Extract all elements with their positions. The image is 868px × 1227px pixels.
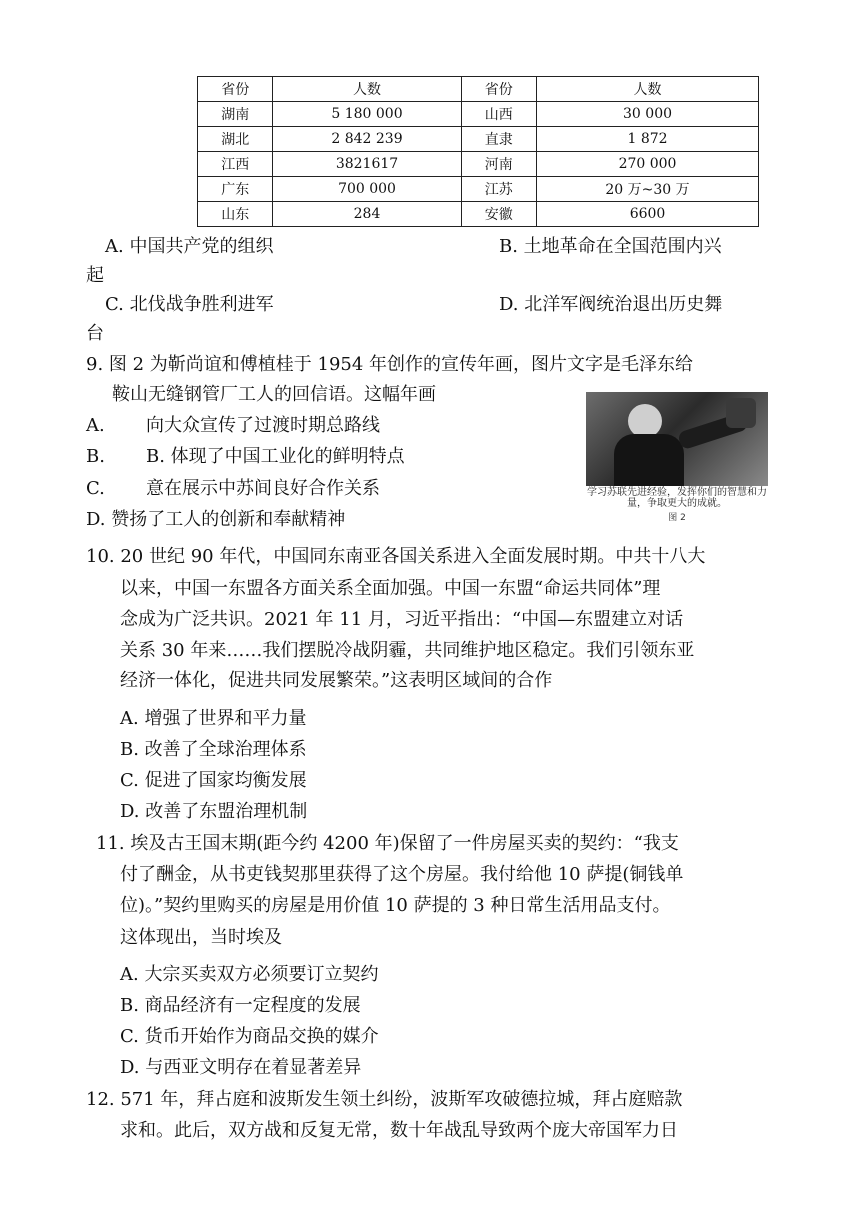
q9-option-c-label: C. [86,478,105,499]
q10-stem-line: 念成为广泛共识。2021 年 11 月，习近平指出：“中国—东盟建立对话 [120,609,684,630]
figure-label: 图 2 [668,513,686,523]
table-header-cell: 人数 [273,77,461,102]
province-data-table [197,76,759,227]
table-header-cell: 省份 [198,77,273,102]
q8-option-d: D. 北洋军阀统治退出历史舞 [499,294,723,315]
q11-stem-line: 这体现出，当时埃及 [120,927,282,948]
q11-option-d: D. 与西亚文明存在着显著差异 [120,1057,362,1078]
table-cell: 6600 [537,202,759,227]
table-cell: 山东 [198,202,273,227]
q8-option-b: B. 土地革命在全国范围内兴 [499,236,722,257]
table-cell: 湖北 [198,127,273,152]
q11-option-b: B. 商品经济有一定程度的发展 [120,995,361,1016]
table-row [198,152,759,177]
table-cell: 20 万~30 万 [537,177,759,202]
poster-image [586,392,768,486]
table-header-cell: 省份 [461,77,536,102]
q11-stem-line: 付了酬金，从书吏钱契那里获得了这个房屋。我付给他 10 萨提(铜钱单 [120,864,684,885]
table-cell: 284 [273,202,461,227]
table-cell: 30 000 [537,102,759,127]
table-cell: 5 180 000 [273,102,461,127]
table-cell: 2 842 239 [273,127,461,152]
q8-option-c: C. 北伐战争胜利进军 [105,294,274,315]
q10-option-c: C. 促进了国家均衡发展 [120,770,307,791]
q10-stem-line: 以来，中国一东盟各方面关系全面加强。中国一东盟“命运共同体”理 [120,578,661,599]
q11-stem-line: 11. 埃及古王国末期(距今约 4200 年)保留了一件房屋买卖的契约：“我支 [96,833,679,854]
q11-option-a: A. 大宗买卖双方必须要订立契约 [120,964,379,985]
table-cell: 700 000 [273,177,461,202]
q11-stem-line: 位)。”契约里购买的房屋是用价值 10 萨提的 3 种日常生活用品支付。 [120,895,671,916]
table-cell: 江苏 [461,177,536,202]
q9-option-d: D. 赞扬了工人的创新和奉献精神 [86,509,346,530]
poster-caption: 学习苏联先进经验，发挥你们的智慧和力量，争取更大的成就。 [587,487,767,509]
q10-option-b: B. 改善了全球治理体系 [120,739,307,760]
table-row [198,202,759,227]
q10-option-a: A. 增强了世界和平力量 [120,708,307,729]
table-cell: 直隶 [461,127,536,152]
table-row [198,127,759,152]
q12-stem-line: 求和。此后，双方战和反复无常，数十年战乱导致两个庞大帝国军力日 [120,1120,678,1141]
table-row [198,102,759,127]
q11-option-c: C. 货币开始作为商品交换的媒介 [120,1026,379,1047]
q10-stem-line: 关系 30 年来……我们摆脱冷战阴霾，共同维护地区稳定。我们引领东亚 [120,640,695,661]
table-header-row [198,77,759,102]
propaganda-poster-figure [586,392,768,523]
q9-stem-line: 鞍山无缝钢管厂工人的回信语。这幅年画 [112,384,436,405]
q9-stem-line: 9. 图 2 为靳尚谊和傅植桂于 1954 年创作的宣传年画，图片文字是毛泽东给 [86,354,694,375]
table-cell: 湖南 [198,102,273,127]
table-header-cell: 人数 [537,77,759,102]
q8-option-d-continued: 台 [86,323,104,344]
q9-option-b: B. 体现了中国工业化的鲜明特点 [146,446,405,467]
table-cell: 河南 [461,152,536,177]
q8-option-a: A. 中国共产党的组织 [105,236,274,257]
q10-option-d: D. 改善了东盟治理机制 [120,801,308,822]
q8-option-b-continued: 起 [86,265,104,286]
table-cell: 3821617 [273,152,461,177]
table-cell: 江西 [198,152,273,177]
q10-stem-line: 经济一体化，促进共同发展繁荣。”这表明区域间的合作 [120,670,553,691]
table-cell: 1 872 [537,127,759,152]
q9-option-b-label: B. [86,446,105,467]
table-cell: 山西 [461,102,536,127]
table-cell: 安徽 [461,202,536,227]
q12-stem-line: 12. 571 年，拜占庭和波斯发生领土纠纷，波斯军攻破德拉城，拜占庭赔款 [86,1089,683,1110]
table-cell: 广东 [198,177,273,202]
table-cell: 270 000 [537,152,759,177]
q10-stem-line: 10. 20 世纪 90 年代，中国同东南亚各国关系进入全面发展时期。中共十八大 [86,546,706,567]
table-row [198,177,759,202]
q9-option-c: 意在展示中苏间良好合作关系 [146,478,380,499]
q9-option-a: 向大众宣传了过渡时期总路线 [146,415,380,436]
q9-option-a-label: A. [86,415,105,436]
